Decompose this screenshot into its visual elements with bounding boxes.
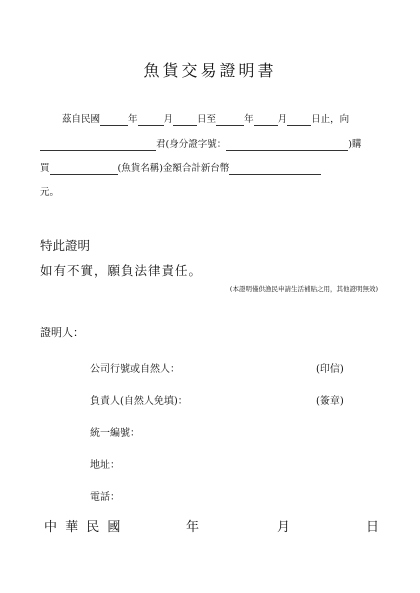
tax-id-label: 統一編號： [90,428,140,439]
start-month-blank[interactable] [138,115,164,126]
text-month-2: 月 [277,114,288,125]
end-day-blank[interactable] [287,115,311,126]
statement-legal: 如有不實，願負法律責任。 [40,263,203,278]
text-year: 年 [128,114,138,125]
fish-name-blank[interactable] [50,164,118,175]
address-label: 地址： [90,460,120,471]
amount-blank[interactable] [229,164,321,175]
end-year-blank[interactable] [216,115,244,126]
usage-note: (本證明僅供漁民申請生活補貼之用，其他證明無效) [229,285,378,293]
company-label: 公司行號或自然人： [90,364,180,375]
document-title: 魚貨交易證明書 [143,61,277,80]
paragraph-line-3 [40,163,380,175]
date-day: 日 [366,520,380,535]
person-seal-label: (簽章) [316,396,344,407]
text-purchase: )購 [348,139,362,150]
text-since-roc: 茲自民國 [62,114,101,125]
person-label: 負責人(自然人免填)： [90,396,188,407]
statement-certify: 特此證明 [40,238,91,253]
seller-name-blank[interactable] [40,140,156,151]
end-month-blank[interactable] [254,115,278,126]
start-day-blank[interactable] [173,115,197,126]
text-day-to: 日至 [197,114,217,125]
date-month: 月 [277,520,291,535]
certifier-label: 證明人： [40,326,84,339]
id-number-blank[interactable] [226,140,348,151]
paragraph-line-4: 元。 [40,187,60,198]
date-year: 年 [186,520,200,535]
date-roc: 中 華 民 國 [44,520,123,535]
text-day-until: 日止，向 [311,114,350,125]
text-year-2: 年 [244,114,254,125]
text-id-number: 君(身分證字號： [156,139,227,150]
start-year-blank[interactable] [100,115,128,126]
text-month: 月 [163,114,174,125]
company-seal-label: (印信) [316,364,344,375]
paragraph-line-1 [62,114,402,126]
paragraph-line-2 [40,139,380,151]
text-amount-total: (魚貨名稱)金額合計新台幣 [117,163,230,174]
text-buy: 買 [40,163,50,174]
phone-label: 電話： [90,492,120,503]
